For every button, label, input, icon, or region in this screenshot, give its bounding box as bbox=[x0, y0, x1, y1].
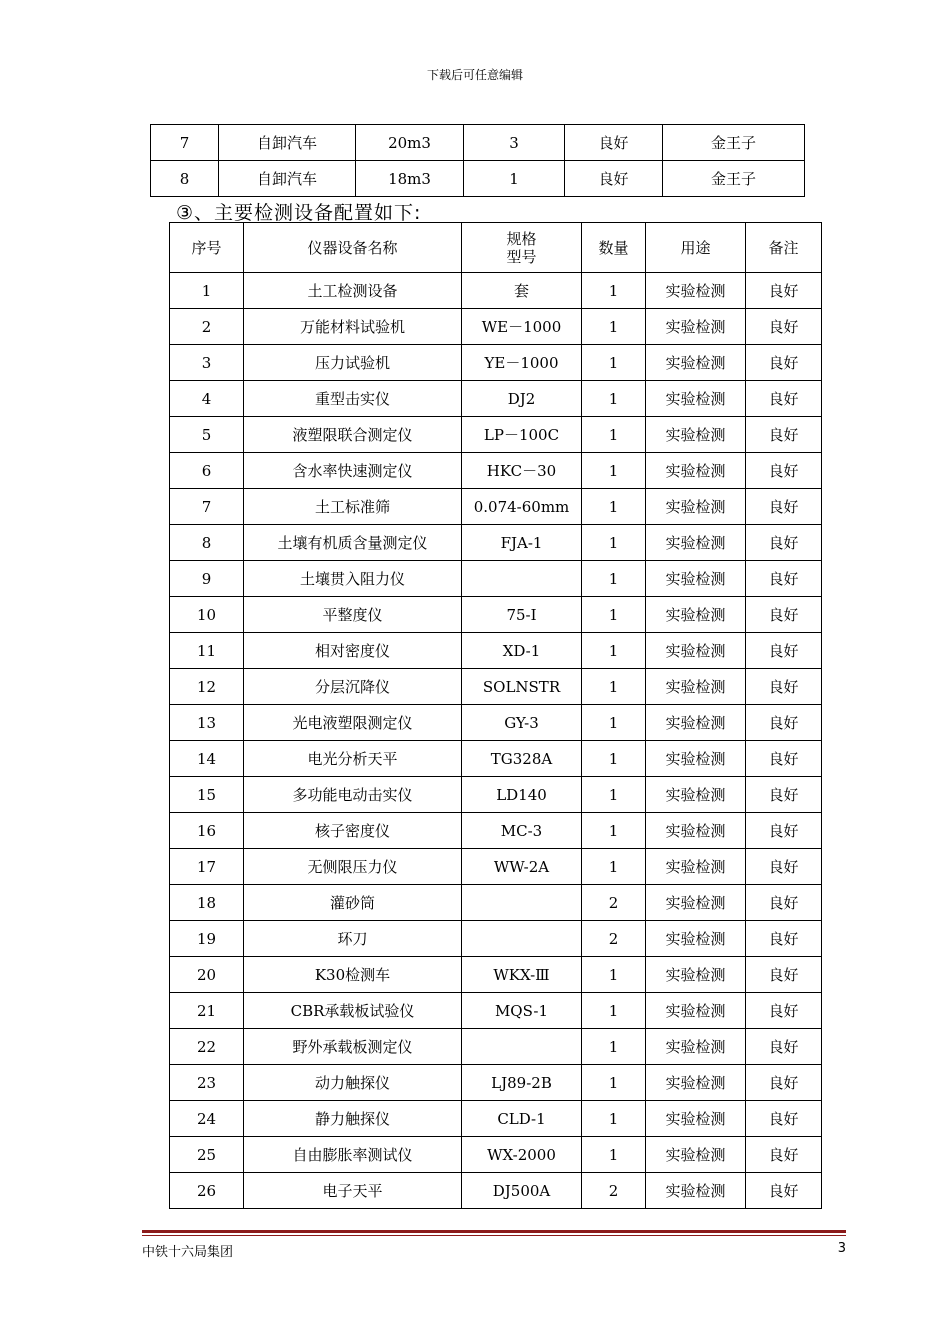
table-cell: 18 bbox=[170, 885, 244, 921]
column-header: 规格 型号 bbox=[462, 223, 582, 273]
table-cell: 实验检测 bbox=[646, 309, 746, 345]
table-cell: 无侧限压力仪 bbox=[244, 849, 462, 885]
table-row bbox=[170, 777, 822, 813]
table-cell: TG328A bbox=[462, 741, 582, 777]
table-cell: 实验检测 bbox=[646, 777, 746, 813]
table-cell: 实验检测 bbox=[646, 885, 746, 921]
table-cell: 1 bbox=[582, 1065, 646, 1101]
table-row bbox=[170, 669, 822, 705]
table-row bbox=[170, 849, 822, 885]
table-cell: 实验检测 bbox=[646, 273, 746, 309]
column-header: 仪器设备名称 bbox=[244, 223, 462, 273]
table-cell: CLD-1 bbox=[462, 1101, 582, 1137]
table-row bbox=[170, 633, 822, 669]
table-cell: 1 bbox=[582, 633, 646, 669]
table-cell: 良好 bbox=[746, 1173, 822, 1209]
table-cell: 实验检测 bbox=[646, 453, 746, 489]
table-cell: 1 bbox=[582, 525, 646, 561]
table-cell: 实验检测 bbox=[646, 705, 746, 741]
table-row bbox=[170, 1137, 822, 1173]
table-cell: 12 bbox=[170, 669, 244, 705]
table-cell: 1 bbox=[464, 161, 565, 197]
table-cell: 良好 bbox=[746, 993, 822, 1029]
table-cell bbox=[462, 561, 582, 597]
table-cell: 良好 bbox=[746, 597, 822, 633]
table-cell: 1 bbox=[582, 453, 646, 489]
table-cell: 2 bbox=[582, 921, 646, 957]
table-row bbox=[170, 705, 822, 741]
table-row bbox=[170, 597, 822, 633]
table-cell: 实验检测 bbox=[646, 849, 746, 885]
table-cell: WKX-Ⅲ bbox=[462, 957, 582, 993]
table-cell: 1 bbox=[582, 561, 646, 597]
table-row bbox=[170, 921, 822, 957]
table-cell: 自由膨胀率测试仪 bbox=[244, 1137, 462, 1173]
table-cell: 1 bbox=[582, 813, 646, 849]
table-cell: 75-I bbox=[462, 597, 582, 633]
table-cell: SOLNSTR bbox=[462, 669, 582, 705]
table-cell: 万能材料试验机 bbox=[244, 309, 462, 345]
table-cell: 金王子 bbox=[663, 161, 805, 197]
table-cell: 7 bbox=[170, 489, 244, 525]
table-cell: 良好 bbox=[746, 561, 822, 597]
column-header: 备注 bbox=[746, 223, 822, 273]
column-header: 用途 bbox=[646, 223, 746, 273]
table-cell: FJA-1 bbox=[462, 525, 582, 561]
table-cell: 光电液塑限测定仪 bbox=[244, 705, 462, 741]
table-cell: 25 bbox=[170, 1137, 244, 1173]
table-cell: WX-2000 bbox=[462, 1137, 582, 1173]
table-cell: 核子密度仪 bbox=[244, 813, 462, 849]
table-cell bbox=[462, 885, 582, 921]
table-cell: 1 bbox=[582, 273, 646, 309]
table-cell: 良好 bbox=[746, 309, 822, 345]
table-cell: 静力触探仪 bbox=[244, 1101, 462, 1137]
table-cell: 平整度仪 bbox=[244, 597, 462, 633]
table-row bbox=[170, 1065, 822, 1101]
table-cell: 1 bbox=[582, 777, 646, 813]
table-cell: 灌砂筒 bbox=[244, 885, 462, 921]
table-cell: 1 bbox=[582, 741, 646, 777]
table-cell: 实验检测 bbox=[646, 417, 746, 453]
table-cell: XD-1 bbox=[462, 633, 582, 669]
table-cell: 良好 bbox=[746, 489, 822, 525]
table-cell: 实验检测 bbox=[646, 1029, 746, 1065]
table-cell: 实验检测 bbox=[646, 993, 746, 1029]
table-cell: WW-2A bbox=[462, 849, 582, 885]
table-cell: 多功能电动击实仪 bbox=[244, 777, 462, 813]
table-cell: 24 bbox=[170, 1101, 244, 1137]
table-cell: 1 bbox=[582, 489, 646, 525]
table-row bbox=[170, 345, 822, 381]
table-cell: 实验检测 bbox=[646, 921, 746, 957]
table-cell: 实验检测 bbox=[646, 669, 746, 705]
table-cell: CBR承载板试验仪 bbox=[244, 993, 462, 1029]
table-cell: LJ89-2B bbox=[462, 1065, 582, 1101]
table-cell: 良好 bbox=[746, 813, 822, 849]
table-cell: 1 bbox=[582, 1029, 646, 1065]
table-cell: 良好 bbox=[746, 273, 822, 309]
table-cell: 实验检测 bbox=[646, 381, 746, 417]
table-cell: 14 bbox=[170, 741, 244, 777]
table-cell: DJ2 bbox=[462, 381, 582, 417]
table-cell: WE－1000 bbox=[462, 309, 582, 345]
table-cell: 良好 bbox=[746, 1137, 822, 1173]
table-cell: 液塑限联合测定仪 bbox=[244, 417, 462, 453]
table-header-row bbox=[170, 223, 822, 273]
table-row bbox=[170, 525, 822, 561]
table-cell: 实验检测 bbox=[646, 489, 746, 525]
table-cell: LP－100C bbox=[462, 417, 582, 453]
table-cell: 良好 bbox=[746, 777, 822, 813]
table-cell: 实验检测 bbox=[646, 813, 746, 849]
table-cell: 含水率快速测定仪 bbox=[244, 453, 462, 489]
table-cell: 26 bbox=[170, 1173, 244, 1209]
table-cell: 实验检测 bbox=[646, 1101, 746, 1137]
table-cell: 8 bbox=[151, 161, 219, 197]
footer-rule-thin bbox=[142, 1235, 846, 1236]
table-cell bbox=[462, 921, 582, 957]
table-cell: HKC－30 bbox=[462, 453, 582, 489]
vehicle-table bbox=[150, 124, 805, 197]
table-cell: 良好 bbox=[746, 957, 822, 993]
table-row bbox=[170, 417, 822, 453]
table-cell: 动力触探仪 bbox=[244, 1065, 462, 1101]
table-row bbox=[170, 1101, 822, 1137]
table-cell: 实验检测 bbox=[646, 1173, 746, 1209]
table-cell: 1 bbox=[582, 597, 646, 633]
table-cell: 良好 bbox=[746, 885, 822, 921]
table-cell: 实验检测 bbox=[646, 633, 746, 669]
table-cell: 22 bbox=[170, 1029, 244, 1065]
table-cell: 良好 bbox=[746, 1065, 822, 1101]
table-row bbox=[170, 885, 822, 921]
section-title: ③、主要检测设备配置如下: bbox=[176, 202, 422, 224]
table-cell: 金王子 bbox=[663, 125, 805, 161]
table-row bbox=[170, 273, 822, 309]
table-row bbox=[170, 381, 822, 417]
table-cell: 23 bbox=[170, 1065, 244, 1101]
table-cell: 实验检测 bbox=[646, 957, 746, 993]
table-row bbox=[151, 161, 805, 197]
table-row bbox=[170, 1029, 822, 1065]
table-cell: 自卸汽车 bbox=[219, 125, 356, 161]
table-cell: 3 bbox=[170, 345, 244, 381]
table-cell: 8 bbox=[170, 525, 244, 561]
table-cell: 良好 bbox=[746, 1029, 822, 1065]
table-cell: 1 bbox=[582, 705, 646, 741]
table-row bbox=[170, 489, 822, 525]
table-cell: 实验检测 bbox=[646, 597, 746, 633]
table-cell: 分层沉降仪 bbox=[244, 669, 462, 705]
table-cell: 1 bbox=[582, 957, 646, 993]
table-cell: 实验检测 bbox=[646, 1137, 746, 1173]
table-cell: 自卸汽车 bbox=[219, 161, 356, 197]
table-cell: 良好 bbox=[565, 125, 663, 161]
table-row bbox=[170, 453, 822, 489]
table-cell: 18m3 bbox=[356, 161, 464, 197]
table-cell: 良好 bbox=[746, 669, 822, 705]
table-cell: K30检测车 bbox=[244, 957, 462, 993]
table-cell: 良好 bbox=[746, 705, 822, 741]
table-cell: 良好 bbox=[746, 417, 822, 453]
table-cell: 环刀 bbox=[244, 921, 462, 957]
table-cell: 3 bbox=[464, 125, 565, 161]
table-cell: 1 bbox=[582, 1137, 646, 1173]
table-cell: 2 bbox=[170, 309, 244, 345]
table-cell: 20m3 bbox=[356, 125, 464, 161]
table-cell: 电光分析天平 bbox=[244, 741, 462, 777]
table-cell: 土壤贯入阻力仪 bbox=[244, 561, 462, 597]
table-row bbox=[170, 309, 822, 345]
table-row bbox=[170, 1173, 822, 1209]
table-cell bbox=[462, 1029, 582, 1065]
table-cell: 15 bbox=[170, 777, 244, 813]
table-cell: 实验检测 bbox=[646, 561, 746, 597]
table-cell: 1 bbox=[582, 669, 646, 705]
table-cell: MQS-1 bbox=[462, 993, 582, 1029]
column-header: 序号 bbox=[170, 223, 244, 273]
table-cell: DJ500A bbox=[462, 1173, 582, 1209]
table-cell: 相对密度仪 bbox=[244, 633, 462, 669]
table-cell: 1 bbox=[582, 309, 646, 345]
equipment-table bbox=[169, 222, 822, 1209]
table-row bbox=[151, 125, 805, 161]
table-cell: 良好 bbox=[746, 921, 822, 957]
table-cell: 土壤有机质含量测定仪 bbox=[244, 525, 462, 561]
table-cell: 套 bbox=[462, 273, 582, 309]
table-cell: 野外承载板测定仪 bbox=[244, 1029, 462, 1065]
table-row bbox=[170, 741, 822, 777]
table-cell: 良好 bbox=[746, 453, 822, 489]
table-cell: 6 bbox=[170, 453, 244, 489]
page-number: 3 bbox=[837, 1241, 846, 1256]
table-cell: 实验检测 bbox=[646, 525, 746, 561]
table-cell: 2 bbox=[582, 1173, 646, 1209]
page-header: 下载后可任意编辑 bbox=[426, 68, 523, 82]
table-row bbox=[170, 813, 822, 849]
table-cell: 4 bbox=[170, 381, 244, 417]
table-cell: 良好 bbox=[746, 741, 822, 777]
table-cell: 21 bbox=[170, 993, 244, 1029]
table-cell: 10 bbox=[170, 597, 244, 633]
table-cell: 良好 bbox=[746, 1101, 822, 1137]
table-cell: 电子天平 bbox=[244, 1173, 462, 1209]
table-cell: 1 bbox=[170, 273, 244, 309]
table-cell: 1 bbox=[582, 1101, 646, 1137]
table-cell: 土工检测设备 bbox=[244, 273, 462, 309]
table-cell: 5 bbox=[170, 417, 244, 453]
table-cell: 19 bbox=[170, 921, 244, 957]
table-cell: 20 bbox=[170, 957, 244, 993]
table-cell: 1 bbox=[582, 345, 646, 381]
table-cell: GY-3 bbox=[462, 705, 582, 741]
table-cell: 良好 bbox=[746, 849, 822, 885]
table-cell: MC-3 bbox=[462, 813, 582, 849]
table-cell: 压力试验机 bbox=[244, 345, 462, 381]
table-cell: 良好 bbox=[565, 161, 663, 197]
footer-rule bbox=[142, 1230, 846, 1233]
table-cell: 1 bbox=[582, 849, 646, 885]
table-cell: 良好 bbox=[746, 345, 822, 381]
table-cell: 重型击实仪 bbox=[244, 381, 462, 417]
table-cell: 良好 bbox=[746, 633, 822, 669]
table-cell: 实验检测 bbox=[646, 345, 746, 381]
footer-company: 中铁十六局集团 bbox=[142, 1245, 234, 1260]
table-cell: 实验检测 bbox=[646, 741, 746, 777]
table-cell: 9 bbox=[170, 561, 244, 597]
table-cell: 11 bbox=[170, 633, 244, 669]
table-cell: 良好 bbox=[746, 525, 822, 561]
table-cell: 13 bbox=[170, 705, 244, 741]
table-cell: 实验检测 bbox=[646, 1065, 746, 1101]
table-cell: 2 bbox=[582, 885, 646, 921]
table-cell: LD140 bbox=[462, 777, 582, 813]
table-row bbox=[170, 561, 822, 597]
table-cell: 良好 bbox=[746, 381, 822, 417]
table-cell: 16 bbox=[170, 813, 244, 849]
table-cell: 1 bbox=[582, 993, 646, 1029]
table-cell: 0.074-60mm bbox=[462, 489, 582, 525]
table-cell: 土工标准筛 bbox=[244, 489, 462, 525]
table-cell: 17 bbox=[170, 849, 244, 885]
table-cell: 1 bbox=[582, 381, 646, 417]
table-row bbox=[170, 993, 822, 1029]
column-header: 数量 bbox=[582, 223, 646, 273]
table-row bbox=[170, 957, 822, 993]
table-cell: 1 bbox=[582, 417, 646, 453]
table-cell: YE－1000 bbox=[462, 345, 582, 381]
table-cell: 7 bbox=[151, 125, 219, 161]
